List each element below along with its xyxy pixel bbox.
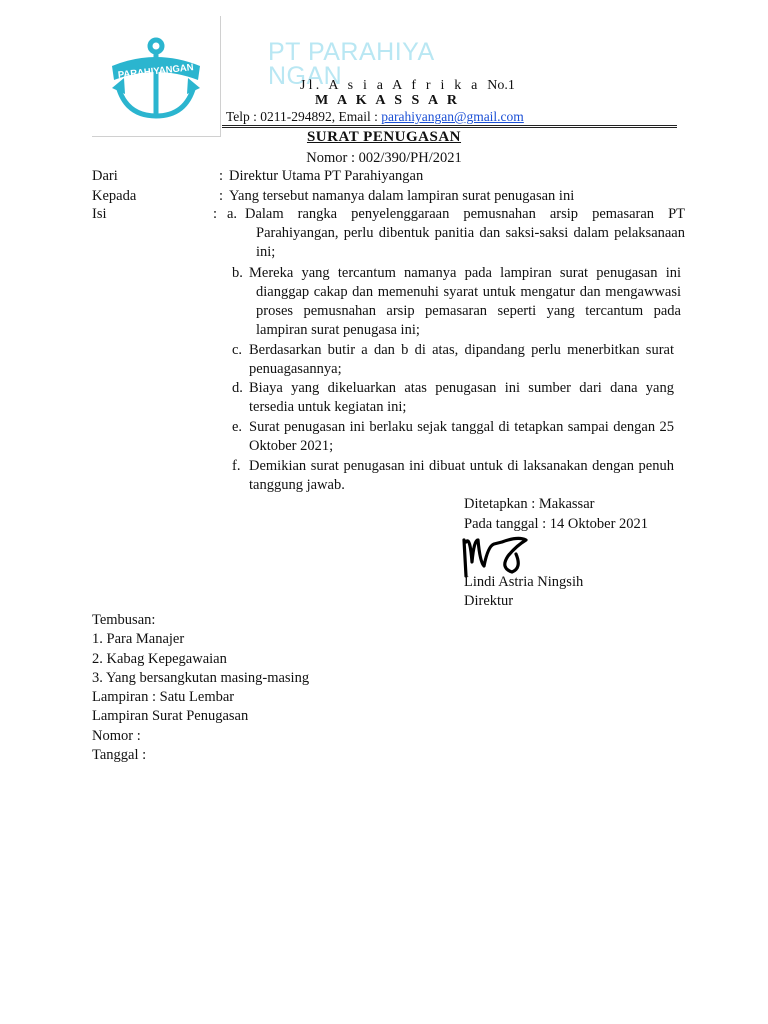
- item-text: Demikian surat penugasan ini dibuat untuk di laksanakan dengan penuh tanggung jawab.: [249, 458, 674, 493]
- address-number: No.1: [487, 78, 515, 93]
- field-colon: :: [219, 188, 224, 204]
- attachment-date: Tanggal :: [92, 747, 147, 763]
- field-label-kepada: Kepada: [92, 188, 137, 204]
- item-marker: e.: [232, 419, 243, 435]
- logo-frame: [92, 16, 221, 137]
- item-text: Berdasarkan butir a dan b di atas, dipandang perlu menerbitkan surat penuagasannya;: [249, 342, 674, 377]
- cc-item: 3. Yang bersangkutan masing-masing: [92, 670, 310, 686]
- contact-line: [226, 107, 524, 126]
- cc-item: 1. Para Manajer: [92, 631, 185, 647]
- address-street: Jl. A s i a A f r i k a: [300, 78, 481, 93]
- email-link[interactable]: parahiyangan@gmail.com: [381, 109, 524, 124]
- field-value-kepada: Yang tersebut namanya dalam lampiran surat penugasan ini: [229, 188, 575, 204]
- field-value-dari: Direktur Utama PT Parahiyangan: [229, 168, 424, 184]
- phone-label: Telp : 0211-294892, Email :: [226, 109, 382, 124]
- attachment-count: Lampiran : Satu Lembar: [92, 689, 235, 705]
- item-text: Surat penugasan ini berlaku sejak tanggal di tetapkan sampai dengan 25 Oktober 2021;: [249, 419, 674, 454]
- item-marker: c.: [232, 342, 243, 358]
- field-label-isi: Isi: [92, 206, 107, 222]
- cc-label: Tembusan:: [92, 612, 156, 628]
- signature-date: Pada tanggal : 14 Oktober 2021: [464, 516, 649, 532]
- signature-place: Ditetapkan : Makassar: [464, 496, 595, 512]
- attachment-title: Lampiran Surat Penugasan: [92, 708, 249, 724]
- item-marker: d.: [232, 380, 243, 396]
- item-text: Mereka yang tercantum namanya pada lampiran surat penugasan ini dianggap cakap dan memenuhi syarat untuk mengatur dan mengawwasi proses pemusnahan arsip pemasaran seperti yang tercantum pada lampiran surat penugasa ini;: [249, 265, 681, 338]
- signatory-name: Lindi Astria Ningsih: [464, 574, 584, 590]
- signatory-position: Direktur: [464, 593, 514, 609]
- logo-text: PARAHIYANGAN: [117, 62, 195, 81]
- item-text: Biaya yang dikeluarkan atas penugasan ini sumber dari dana yang tersedia untuk kegiatan ini;: [249, 380, 674, 415]
- item-marker: a.: [227, 206, 238, 222]
- item-marker: f.: [232, 458, 241, 474]
- header-divider: [222, 125, 677, 128]
- field-colon: :: [219, 168, 224, 184]
- field-label-dari: Dari: [92, 168, 118, 184]
- anchor-logo-icon: [92, 16, 220, 136]
- item-text: Dalam rangka penyelenggaraan pemusnahan arsip pemasaran PT Parahiyangan, perlu dibentuk panitia dan saksi-saksi dalam pelaksanaan ini;: [245, 206, 685, 260]
- document-title: SURAT PENUGASAN: [306, 129, 462, 145]
- item-marker: b.: [232, 265, 243, 281]
- company-name: PT PARAHIYANGAN: [268, 38, 435, 90]
- cc-item: 2. Kabag Kepegawaian: [92, 651, 227, 667]
- field-colon: :: [213, 206, 218, 222]
- document-number: Nomor : 002/390/PH/2021: [306, 150, 462, 166]
- address-city: M A K A S S A R: [315, 93, 460, 108]
- attachment-number: Nomor :: [92, 728, 141, 744]
